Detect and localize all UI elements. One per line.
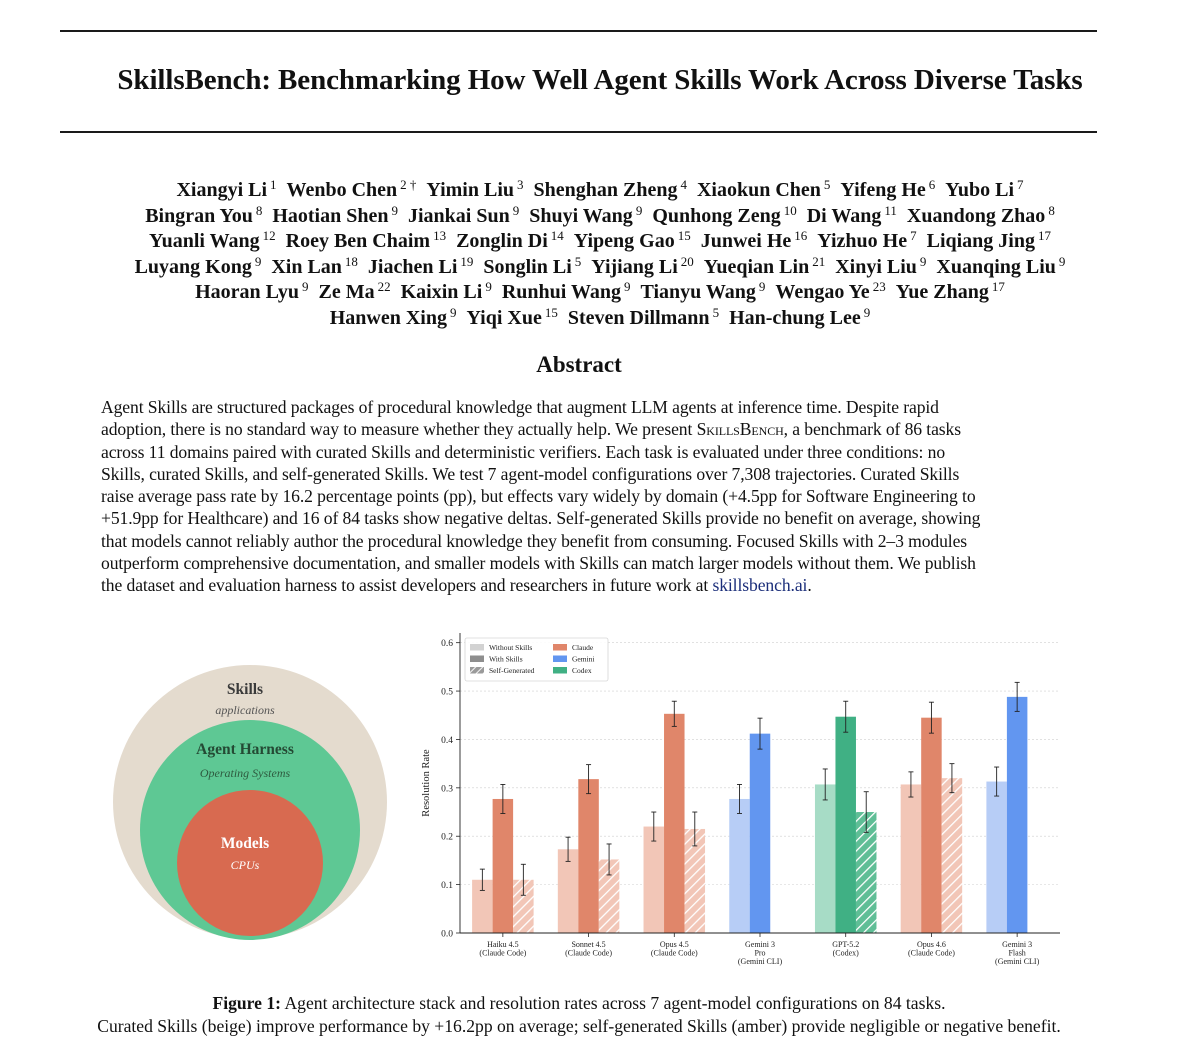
author-list bbox=[50, 178, 1150, 331]
architecture-diagram bbox=[110, 660, 390, 945]
author-name: Xiangyi Li $^1$ bbox=[176, 177, 277, 201]
author-name: Luyang Kong $^9$ bbox=[134, 253, 262, 278]
author-name: Haotian Shen $^9$ bbox=[272, 202, 398, 227]
affiliation-marker: 15 bbox=[677, 228, 691, 243]
bar-without-skills bbox=[558, 849, 579, 933]
x-tick-label: (Claude Code) bbox=[479, 948, 527, 958]
bar-self-generated bbox=[942, 778, 963, 933]
author-name: Qunhong Zeng $^{10}$ bbox=[652, 202, 797, 227]
skills-label: Skills bbox=[226, 681, 264, 698]
y-tick-label: 0.6 bbox=[441, 639, 453, 650]
x-tick-label: (Claude Code) bbox=[565, 948, 613, 958]
author-line bbox=[50, 255, 1150, 281]
author-name: Songlin Li $^5$ bbox=[483, 253, 582, 278]
legend-label-harness: Gemini bbox=[572, 654, 595, 664]
affiliation-marker: 14 bbox=[550, 228, 564, 243]
affiliation-marker: 9 bbox=[919, 253, 927, 269]
title-rule bbox=[60, 131, 1097, 133]
author-name: Jiankai Sun $^9$ bbox=[407, 202, 520, 227]
author-line bbox=[50, 280, 1150, 306]
author-name: Steven Dillmann $^5$ bbox=[567, 304, 720, 329]
author-name: Jiachen Li $^{19}$ bbox=[367, 253, 474, 278]
x-tick-label: Opus 4.5 bbox=[659, 940, 689, 949]
author-name: Roey Ben Chaim $^{13}$ bbox=[285, 228, 447, 252]
legend-swatch-harness bbox=[553, 667, 567, 674]
x-tick-label: (Claude Code) bbox=[650, 948, 698, 958]
y-tick-label: 0.2 bbox=[441, 832, 453, 843]
affiliation-marker: 9 bbox=[254, 253, 262, 269]
affiliation-marker: 5 bbox=[712, 304, 720, 320]
abstract-heading: Abstract bbox=[536, 352, 622, 377]
author-name: Xiaokun Chen $^5$ bbox=[696, 177, 831, 201]
affiliation-marker: 13 bbox=[433, 228, 447, 243]
author-line bbox=[50, 178, 1150, 204]
y-axis-label: Resolution Rate bbox=[421, 749, 432, 817]
legend-label-condition: Without Skills bbox=[489, 643, 533, 652]
affiliation-marker: 7 bbox=[1017, 177, 1024, 192]
models-sublabel: CPUs bbox=[230, 858, 260, 872]
affiliation-marker: 11 bbox=[884, 202, 897, 218]
y-tick-label: 0.5 bbox=[441, 687, 453, 698]
affiliation-marker: 9 bbox=[449, 304, 457, 320]
author-name: Zonglin Di $^{14}$ bbox=[456, 228, 564, 252]
models-label: Models bbox=[220, 835, 270, 852]
affiliation-marker: 22 bbox=[377, 279, 391, 294]
caption-line-2: Curated Skills (beige) improve performance by +16.2pp on average; self-generated Skills (amber) provide negligible or negative benefit. bbox=[97, 1015, 1061, 1036]
affiliation-marker: 10 bbox=[783, 202, 797, 218]
skillsbench-link[interactable]: skillsbench.ai bbox=[712, 575, 808, 596]
affiliation-marker: 17 bbox=[991, 279, 1005, 294]
author-name: Haoran Lyu $^9$ bbox=[195, 279, 309, 303]
resolution-rate-chart bbox=[415, 628, 1075, 973]
legend-swatch-condition bbox=[470, 644, 484, 651]
affiliation-marker: 3 bbox=[517, 177, 524, 192]
y-tick-label: 0.1 bbox=[441, 881, 453, 892]
bar-without-skills bbox=[644, 827, 665, 933]
author-name: Yimin Liu $^3$ bbox=[426, 177, 524, 201]
abstract-line: raise average pass rate by 16.2 percentage points (pp), but effects vary widely by domain (+4.5pp for Software Engineering to bbox=[101, 486, 976, 507]
author-name: Xinyi Liu $^9$ bbox=[835, 253, 927, 278]
affiliation-marker: 7 bbox=[910, 228, 917, 243]
y-tick-label: 0.0 bbox=[441, 929, 453, 940]
x-tick-label: Pro bbox=[754, 948, 766, 958]
x-tick-label: (Codex) bbox=[832, 948, 859, 958]
agent-harness-sublabel: Operating Systems bbox=[199, 766, 291, 780]
top-rule bbox=[60, 30, 1097, 32]
affiliation-marker: 6 bbox=[928, 177, 936, 192]
skills-sublabel: applications bbox=[215, 703, 275, 717]
affiliation-marker: 9 bbox=[758, 279, 766, 294]
x-tick-label: (Claude Code) bbox=[907, 948, 955, 958]
author-name: Xuandong Zhao $^8$ bbox=[906, 202, 1055, 227]
x-tick-label: GPT-5.2 bbox=[832, 940, 860, 949]
author-name: Junwei He $^{16}$ bbox=[700, 228, 808, 252]
legend-label-condition: With Skills bbox=[489, 654, 523, 664]
bar-with-skills bbox=[493, 799, 513, 933]
author-name: Yuanli Wang $^{12}$ bbox=[149, 228, 276, 252]
affiliation-marker: 12 bbox=[262, 228, 276, 243]
author-line bbox=[50, 306, 1150, 332]
author-name: Xuanqing Liu $^9$ bbox=[936, 253, 1066, 278]
x-tick-label: Gemini 3 bbox=[1002, 940, 1033, 949]
affiliation-marker: 4 bbox=[680, 177, 687, 192]
author-name: Hanwen Xing $^9$ bbox=[329, 304, 457, 329]
author-name: Ze Ma $^{22}$ bbox=[318, 279, 391, 303]
bar-with-skills bbox=[835, 717, 856, 933]
abstract-line: the dataset and evaluation harness to assist developers and researchers in future work at skillsbench.ai. bbox=[101, 575, 812, 596]
affiliation-marker: 9 bbox=[863, 304, 871, 320]
abstract-line: that models cannot reliably author the procedural knowledge they benefit from consuming. Focused Skills with 2–3 modules bbox=[101, 530, 968, 551]
legend-swatch-harness bbox=[553, 644, 567, 651]
legend-label-condition: Self-Generated bbox=[489, 666, 535, 675]
bar-without-skills bbox=[901, 784, 922, 933]
bar-with-skills bbox=[1007, 697, 1027, 933]
author-name: Wengao Ye $^{23}$ bbox=[775, 279, 886, 303]
y-tick-label: 0.3 bbox=[441, 784, 453, 795]
affiliation-marker: 9 bbox=[485, 279, 492, 294]
y-tick-label: 0.4 bbox=[441, 735, 453, 746]
legend-label-harness: Claude bbox=[572, 643, 594, 652]
abstract-line: adoption, there is no standard way to measure whether they actually help. We present SkillsBench, a benchmark of 86 tasks bbox=[101, 419, 961, 440]
x-tick-label: (Gemini CLI) bbox=[737, 957, 783, 967]
bar-without-skills bbox=[815, 784, 836, 933]
x-tick-label: Haiku 4.5 bbox=[487, 940, 519, 949]
author-name: Shenghan Zheng $^4$ bbox=[533, 177, 687, 201]
bar-without-skills bbox=[729, 799, 750, 933]
abstract-line: Agent Skills are structured packages of procedural knowledge that augment LLM agents at inference time. Despite rapid bbox=[101, 397, 939, 417]
affiliation-marker: 9 bbox=[623, 279, 631, 294]
x-tick-label: Gemini 3 bbox=[745, 940, 775, 949]
abstract-body bbox=[101, 396, 1081, 597]
affiliation-marker: 5 bbox=[823, 177, 831, 192]
caption-line-1: Figure 1: Agent architecture stack and resolution rates across 7 agent-model configurations on 84 tasks. bbox=[212, 993, 946, 1013]
author-name: Yifeng He $^6$ bbox=[840, 177, 936, 201]
abstract-line: +51.9pp for Healthcare) and 16 of 84 tasks show negative deltas. Self-generated Skills provide no benefit on average, showing bbox=[101, 508, 981, 529]
author-line bbox=[50, 204, 1150, 230]
author-name: Bingran You $^8$ bbox=[145, 202, 263, 227]
author-name: Yueqian Lin $^{21}$ bbox=[703, 253, 826, 278]
author-name: Yiqi Xue $^{15}$ bbox=[466, 304, 558, 329]
affiliation-marker: 16 bbox=[794, 228, 808, 243]
legend-swatch-condition bbox=[470, 667, 484, 674]
author-name: Yijiang Li $^{20}$ bbox=[591, 253, 694, 278]
benchmark-name: SkillsBench bbox=[696, 419, 784, 440]
bars bbox=[472, 682, 1027, 933]
legend bbox=[465, 638, 608, 681]
author-name: Liqiang Jing $^{17}$ bbox=[926, 228, 1051, 252]
author-name: Yizhuo He $^7$ bbox=[817, 228, 917, 252]
bar-without-skills bbox=[986, 782, 1007, 933]
author-name: Kaixin Li $^9$ bbox=[400, 279, 492, 303]
bar-with-skills bbox=[664, 714, 685, 933]
author-name: Runhui Wang $^9$ bbox=[501, 279, 631, 303]
x-tick-label: Flash bbox=[1008, 948, 1026, 958]
figure-caption bbox=[0, 992, 1158, 1037]
legend-swatch-harness bbox=[553, 656, 567, 663]
affiliation-marker: 9 bbox=[302, 279, 309, 294]
legend-label-harness: Codex bbox=[572, 666, 592, 675]
affiliation-marker: 9 bbox=[391, 202, 398, 218]
author-name: Tianyu Wang $^9$ bbox=[640, 279, 766, 303]
author-name: Yubo Li $^7$ bbox=[945, 177, 1024, 201]
affiliation-marker: 9 bbox=[1058, 253, 1066, 269]
affiliation-marker: 15 bbox=[544, 304, 558, 320]
affiliation-marker: 8 bbox=[255, 202, 263, 218]
affiliation-marker: 5 bbox=[574, 253, 582, 269]
affiliation-marker: 20 bbox=[680, 253, 694, 269]
affiliation-marker: 9 bbox=[512, 202, 520, 218]
author-name: Di Wang $^{11}$ bbox=[806, 202, 897, 227]
affiliation-marker: 1 bbox=[270, 177, 277, 192]
affiliation-marker: 17 bbox=[1038, 228, 1051, 243]
paper-title: SkillsBench: Benchmarking How Well Agent Skills Work Across Diverse Tasks bbox=[117, 64, 1083, 96]
x-tick-label: (Gemini CLI) bbox=[995, 957, 1040, 967]
agent-harness-label: Agent Harness bbox=[196, 741, 294, 758]
author-name: Yipeng Gao $^{15}$ bbox=[573, 228, 691, 252]
affiliation-marker: 19 bbox=[460, 253, 474, 269]
affiliation-marker: 21 bbox=[812, 253, 826, 269]
affiliation-marker: 9 bbox=[635, 202, 643, 218]
author-name: Xin Lan $^{18}$ bbox=[271, 253, 358, 278]
legend-swatch-condition bbox=[470, 656, 484, 663]
author-name: Yue Zhang $^{17}$ bbox=[895, 279, 1005, 303]
author-name: Wenbo Chen $^{2 \dagger}$ bbox=[286, 177, 417, 201]
author-name: Han-chung Lee $^9$ bbox=[729, 304, 871, 329]
affiliation-marker: 18 bbox=[344, 253, 358, 269]
abstract-line: Skills, curated Skills, and self-generated Skills. We test 7 agent-model configurations over 7,308 trajectories. Curated Skills bbox=[101, 463, 960, 484]
affiliation-marker: 8 bbox=[1048, 202, 1055, 218]
author-name: Shuyi Wang $^9$ bbox=[529, 202, 643, 227]
bar-with-skills bbox=[578, 779, 599, 933]
author-line bbox=[50, 229, 1150, 255]
abstract-line: outperform comprehensive documentation, and smaller models with Skills can match larger models without them. We publish bbox=[101, 553, 976, 574]
figure-label: Figure 1: bbox=[212, 993, 282, 1013]
affiliation-marker: 23 bbox=[872, 279, 886, 294]
bar-with-skills bbox=[750, 734, 771, 933]
bar-with-skills bbox=[921, 718, 942, 933]
abstract-line: across 11 domains paired with curated Skills and deterministic verifiers. Each task is evaluated under three conditions: no bbox=[101, 441, 946, 462]
x-tick-label: Opus 4.6 bbox=[916, 940, 946, 949]
affiliation-marker: 2 † bbox=[400, 177, 417, 192]
x-tick-label: Sonnet 4.5 bbox=[571, 940, 606, 949]
